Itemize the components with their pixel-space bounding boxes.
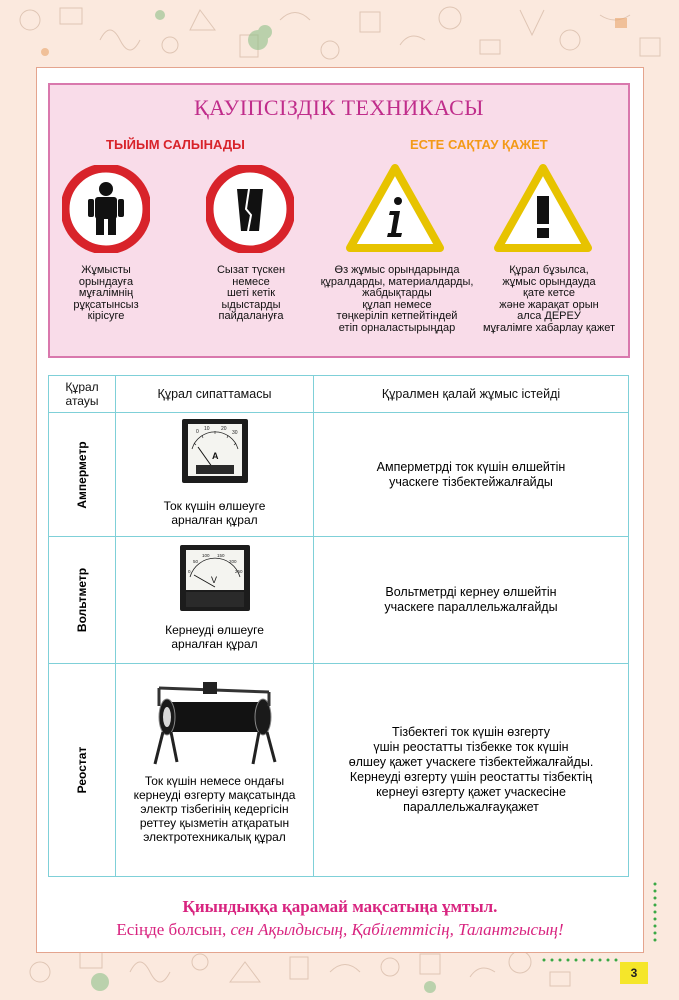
dotted-line-decoration-horizontal (540, 956, 620, 964)
instrument-usage-cell: Тізбектегі ток күшін өзгерту үшін реостатты тізбекке ток күшін өлшеу қажет учаскеге тізбектейжалғайды. Кернеуді өзгерту үшін реостатты тізбектің кернеуі өзгерту қажет учаскесіне параллельжалғауқажет (314, 664, 629, 877)
table-row (49, 537, 629, 664)
header-instrument-name: Құрал атауы (49, 376, 116, 413)
svg-text:10: 10 (203, 426, 210, 432)
svg-text:0: 0 (187, 569, 191, 574)
page-number: 3 (620, 962, 648, 984)
voltmeter-icon (180, 545, 250, 611)
safety-title: ҚАУІПСІЗДІК ТЕХНИКАСЫ (194, 95, 484, 120)
svg-text:30: 30 (231, 430, 238, 436)
safety-section (48, 83, 630, 358)
instrument-description-cell (116, 537, 314, 664)
instrument-usage-cell: Вольтметрді кернеу өлшейтін учаскеге параллельжалғайды (314, 537, 629, 664)
instrument-usage-cell: Амперметрді ток күшін өлшейтін учаскеге тізбектейжалғайды (314, 413, 629, 537)
svg-text:20: 20 (220, 426, 227, 432)
caption-no-cracked-glassware: Сызат түскен немесе шеті кетік ыдыстарды пайдалануға (216, 264, 286, 322)
instrument-description-cell (116, 413, 314, 537)
instrument-description-cell (116, 664, 314, 877)
rheostat-description: Ток күшін немесе ондағы кернеуді өзгерту мақсатында электр тізбегінің кедергісін реттеу қызметін атқаратын электротехникалық құрал (133, 774, 296, 844)
table-row (49, 413, 629, 537)
no-cracked-glassware-sign-icon (206, 165, 294, 253)
exclamation-warning-sign-icon (494, 163, 592, 253)
remember-heading: ЕСТЕ САҚТАУ ҚАЖЕТ (410, 137, 548, 152)
header-how-it-works: Құралмен қалай жұмыс істейді (314, 376, 629, 413)
ammeter-icon (182, 419, 248, 483)
svg-text:250: 250 (234, 569, 243, 574)
svg-text:150: 150 (216, 553, 225, 558)
prohibited-heading: ТЫЙЫМ САЛЫНАДЫ (106, 137, 245, 152)
decorative-doodles-top (0, 0, 679, 68)
no-unauthorized-work-sign-icon (62, 165, 150, 253)
table-header-row (49, 376, 629, 413)
svg-text:200: 200 (228, 559, 237, 564)
voltmeter-description: Кернеуді өлшеуге арналған құрал (165, 623, 264, 651)
caption-arrange-equipment: Өз жұмыс орындарында құралдарды, материалдарды, жабдықтарды құлап немесе төңкеріліп кетпейтіндей етіп орналастырыңдар (320, 264, 474, 334)
ammeter-description: Ток күшін өлшеуге арналған құрал (163, 499, 266, 527)
svg-text:A: A (211, 451, 218, 461)
svg-text:0: 0 (195, 429, 199, 435)
motto-line-1: Қиындыққа қарамай мақсатыңа ұмтыл. (182, 897, 498, 916)
caption-no-unauthorized-work: Жұмысты орындауға мұғалімнің рұқсатынсыз кірісуге (73, 264, 139, 322)
table-row (49, 664, 629, 877)
content-panel (36, 67, 644, 953)
instrument-name-cell: Вольтметр (49, 537, 116, 664)
caption-report-to-teacher: Құрал бұзылса, жұмыс орындауда қате кетсе және жарақат орын алса ДЕРЕУ мұғалімге хабарлау қажет (482, 264, 615, 334)
instrument-name-cell: Амперметр (49, 413, 116, 537)
header-instrument-description: Құрал сипаттамасы (116, 376, 314, 413)
dotted-line-decoration (648, 880, 662, 950)
svg-text:V: V (210, 575, 217, 585)
motto-line-2: Есіңде болсын, сен Ақылдысың, Қабілеттісің, Талантгысың! (116, 920, 564, 939)
info-warning-sign-icon (346, 163, 444, 253)
svg-text:50: 50 (192, 559, 198, 564)
svg-text:100: 100 (201, 553, 210, 558)
instrument-name-cell: Реостат (49, 664, 116, 877)
instruments-table (48, 375, 629, 877)
rheostat-icon (145, 678, 285, 770)
